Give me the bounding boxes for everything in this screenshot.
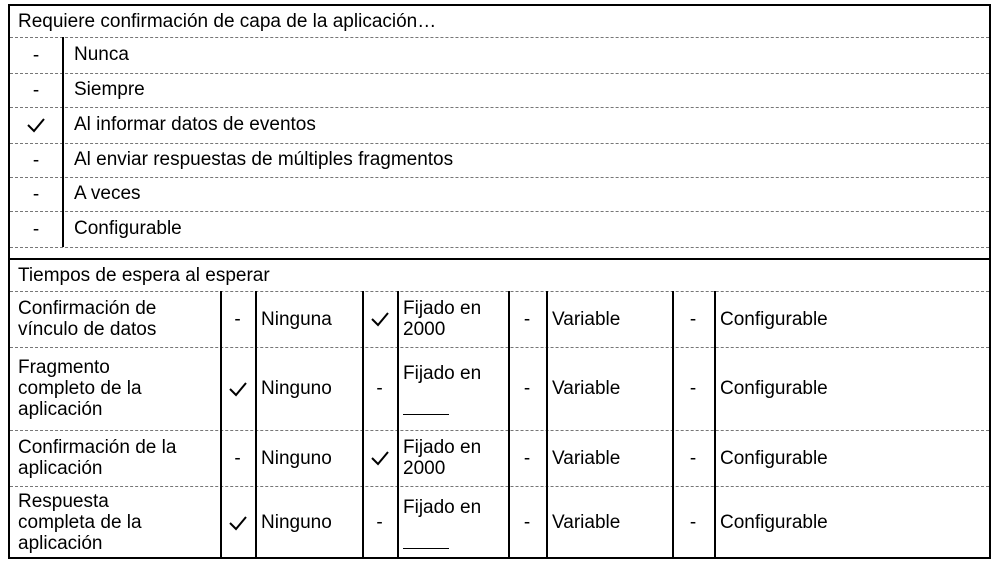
option-row <box>10 37 989 74</box>
checkmark-icon <box>26 117 46 133</box>
configurable-option-label: Configurable <box>720 512 828 533</box>
option-mark <box>10 107 64 143</box>
fixed-option-label: Fijado en <box>403 298 482 319</box>
option-mark <box>362 347 397 430</box>
timeout-row-label <box>18 347 218 430</box>
form-table <box>8 4 991 559</box>
variable-option-label: Variable <box>552 308 621 330</box>
option-mark <box>672 486 714 559</box>
timeout-row-label-line: Fragmento <box>18 357 110 378</box>
dash-icon: - <box>32 149 40 171</box>
dash-icon: - <box>234 447 241 469</box>
blank-line <box>403 414 449 415</box>
dash-icon: - <box>523 447 531 469</box>
option-mark <box>10 177 64 211</box>
fixed-value-blank <box>403 528 481 549</box>
option-mark <box>10 73 64 107</box>
dash-icon: - <box>523 378 531 399</box>
fixed-option-label: Fijado en <box>403 437 482 458</box>
fixed-option-label: Fijado en <box>403 362 482 384</box>
option-row <box>10 211 989 248</box>
dash-icon: - <box>523 512 531 533</box>
timeout-row-label-line: aplicación <box>18 458 103 479</box>
fixed-option <box>397 486 514 559</box>
option-label: A veces <box>74 183 141 204</box>
option-row <box>10 177 989 212</box>
option-mark <box>220 430 255 486</box>
timeout-row <box>10 291 989 348</box>
option-mark <box>10 143 64 177</box>
dash-icon: - <box>689 512 697 533</box>
option-mark <box>220 486 255 559</box>
dash-icon: - <box>523 308 531 330</box>
section-title-text: Requiere confirmación de capa de la aplicación… <box>18 11 437 32</box>
dash-icon: - <box>689 378 697 399</box>
option-mark <box>220 347 255 430</box>
option-mark <box>362 430 397 486</box>
option-label: Configurable <box>74 218 182 239</box>
option-mark <box>362 486 397 559</box>
section-title <box>10 260 989 292</box>
timeout-row <box>10 347 989 431</box>
configurable-option-label: Configurable <box>720 447 828 469</box>
dash-icon: - <box>32 44 40 66</box>
option-row <box>10 143 989 178</box>
option-mark <box>220 291 255 347</box>
option-label: Siempre <box>74 79 145 100</box>
dash-icon: - <box>689 308 697 330</box>
timeout-row-label <box>18 291 218 347</box>
fixed-value-blank <box>403 394 481 415</box>
none-option-label: Ninguna <box>261 308 332 330</box>
fixed-option-label: Fijado en <box>403 496 482 518</box>
checkmark-icon <box>370 450 390 466</box>
configurable-option-label: Configurable <box>720 378 828 399</box>
configurable-option-label: Configurable <box>720 308 828 330</box>
checkmark-icon <box>228 515 248 531</box>
option-mark <box>10 37 64 73</box>
option-mark <box>672 347 714 430</box>
timeout-row <box>10 486 989 559</box>
timeout-row <box>10 430 989 487</box>
dash-icon: - <box>689 447 697 469</box>
timeout-row-label-line: Respuesta <box>18 491 109 512</box>
option-row <box>10 73 989 108</box>
timeout-row-label-line: aplicación <box>18 533 103 554</box>
option-label: Al informar datos de eventos <box>74 114 316 135</box>
none-option-label: Ninguno <box>261 378 332 399</box>
dash-icon: - <box>376 378 383 399</box>
option-label: Nunca <box>74 44 129 65</box>
fixed-option <box>397 430 514 486</box>
section-title <box>10 6 989 38</box>
option-mark <box>362 291 397 347</box>
variable-option-label: Variable <box>552 512 621 533</box>
checkmark-icon <box>228 381 248 397</box>
option-mark <box>508 486 546 559</box>
section-title-text: Tiempos de espera al esperar <box>18 265 270 286</box>
timeout-row-label <box>18 486 218 559</box>
option-row <box>10 107 989 144</box>
none-option-label: Ninguno <box>261 447 332 469</box>
timeout-row-label-line: completo de la <box>18 378 142 399</box>
dash-icon: - <box>234 308 241 330</box>
timeout-row-label-line: completa de la <box>18 512 142 533</box>
variable-option-label: Variable <box>552 447 621 469</box>
blank-line <box>403 548 449 549</box>
dash-icon: - <box>32 183 40 205</box>
dash-icon: - <box>32 79 40 101</box>
timeout-row-label-line: vínculo de datos <box>18 319 157 340</box>
timeout-row-label-line: Confirmación de <box>18 298 157 319</box>
fixed-option-value: 2000 <box>403 319 446 340</box>
option-mark <box>508 291 546 347</box>
variable-option-label: Variable <box>552 378 621 399</box>
fixed-option <box>397 347 514 430</box>
option-mark <box>10 211 64 247</box>
option-mark <box>672 291 714 347</box>
dash-icon: - <box>376 512 383 533</box>
fixed-option <box>397 291 514 347</box>
option-mark <box>672 430 714 486</box>
option-label: Al enviar respuestas de múltiples fragmentos <box>74 149 454 170</box>
timeout-row-label-line: Confirmación de la <box>18 437 177 458</box>
option-mark <box>508 347 546 430</box>
checkmark-icon <box>370 311 390 327</box>
option-mark <box>508 430 546 486</box>
fixed-option-value: 2000 <box>403 458 446 479</box>
none-option-label: Ninguno <box>261 512 332 533</box>
dash-icon: - <box>32 218 40 240</box>
timeout-row-label-line: aplicación <box>18 399 103 420</box>
timeout-row-label <box>18 430 218 486</box>
